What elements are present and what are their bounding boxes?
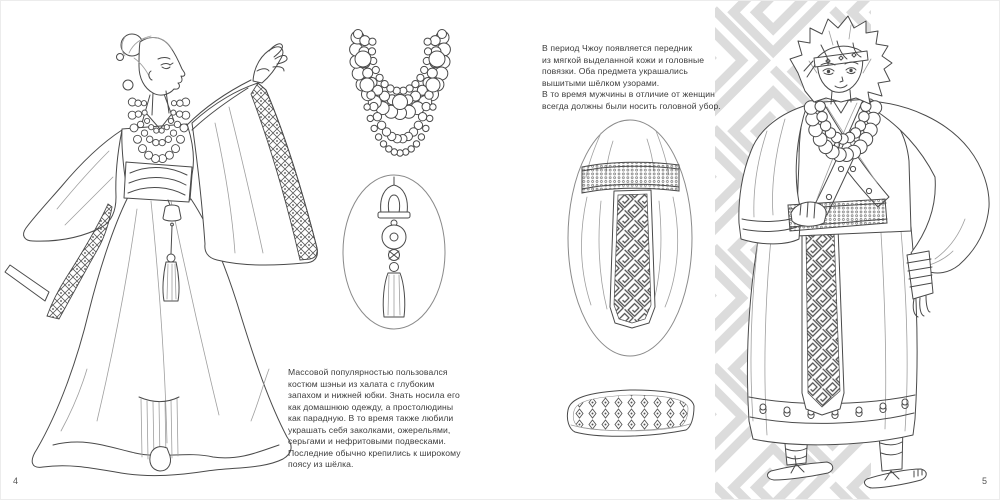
- tassel-pendant-oval: [343, 175, 445, 329]
- paragraph-line: украшать себя заколками, ожерельями,: [288, 424, 451, 435]
- paragraph-line: В то время мужчины в отличие от женщин: [542, 89, 715, 100]
- paragraph-line: Массовой популярностью пользовался: [288, 367, 448, 377]
- paragraph-line: поясу из шёлка.: [288, 459, 354, 470]
- page-number-right: 5: [982, 476, 988, 486]
- paragraph-line: как домашнюю одежду, а простолюдины: [288, 401, 454, 412]
- paragraph-line: запахом и нижней юбки. Знать носила его: [288, 390, 460, 401]
- paragraph-line: из мягкой выделанной кожи и головные: [542, 54, 705, 65]
- paragraph-line: как парадную. В то время также любили: [288, 413, 454, 424]
- apron-oval: [568, 120, 692, 356]
- paragraph-line: вышитыми шёлком узорами.: [542, 77, 660, 88]
- left-paragraph: [288, 367, 461, 471]
- page-number-left: 4: [13, 476, 19, 486]
- line-art-canvas: [1, 1, 1000, 500]
- paragraph-line: повязки. Оба предмета украшались: [542, 66, 688, 77]
- paragraph-line: костюм шэньи из халата с глубоким: [288, 378, 435, 389]
- headband-illustration: [567, 390, 694, 436]
- right-paragraph: [542, 43, 721, 112]
- paragraph-line: Последние обычно крепились к широкому: [288, 447, 461, 458]
- paragraph-line: всегда должны были носить головной убор.: [542, 100, 721, 111]
- paragraph-line: В период Чжоу появляется передник: [542, 43, 693, 53]
- woman-illustration: [5, 34, 317, 476]
- paragraph-line: серьгами и нефритовыми подвесками.: [288, 436, 447, 447]
- beaded-necklace-illustration: [350, 30, 451, 157]
